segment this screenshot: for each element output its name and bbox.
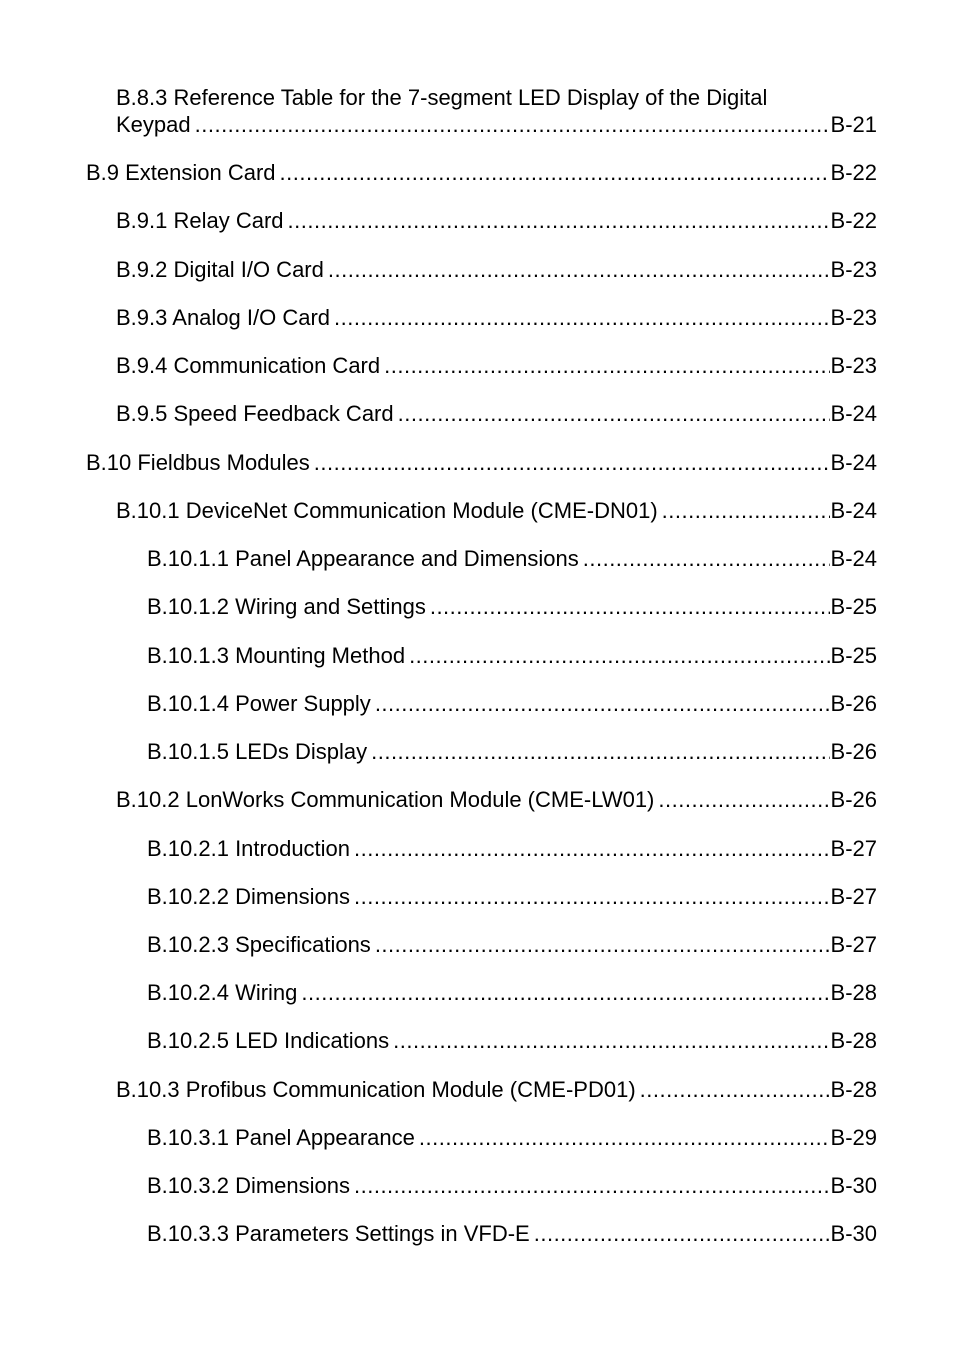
toc-entry-page: B-27 (830, 884, 877, 909)
toc-entry-page: B-25 (830, 594, 877, 619)
toc-entry-b-9-3[interactable] (116, 304, 877, 331)
dot-leader (354, 835, 829, 862)
toc-entry-b-9-4[interactable] (116, 352, 877, 379)
toc-entry-b-9-1[interactable] (116, 207, 877, 234)
toc-entry-page: B-27 (830, 836, 877, 861)
dot-leader (195, 111, 830, 138)
toc-entry-page: B-27 (830, 932, 877, 957)
toc-entry-b-10-3-1[interactable] (147, 1124, 877, 1151)
toc-entry-title: B.10.1.3 Mounting Method (147, 643, 406, 668)
toc-entry-b-9[interactable] (86, 159, 877, 186)
toc-entry-page: B-30 (830, 1221, 877, 1246)
toc-entry-b-10-2-1[interactable] (147, 835, 877, 862)
toc-entry-b-9-2[interactable] (116, 256, 877, 283)
toc-entry-title: B.10 Fieldbus Modules (86, 450, 310, 475)
toc-entry-page: B-26 (830, 691, 877, 716)
toc-entry-b-10-1-2[interactable] (147, 593, 877, 620)
toc-entry-b-10-1-5[interactable] (147, 738, 877, 765)
toc-entry-title: B.10.1.1 Panel Appearance and Dimensions (147, 546, 579, 571)
dot-leader (354, 883, 830, 910)
toc-entry-title: B.10.2.3 Specifications (147, 932, 371, 957)
toc-entry-page: B-23 (830, 353, 877, 378)
toc-entry-title: B.9.4 Communication Card (116, 353, 381, 378)
toc-entry-b-8-3[interactable] (116, 84, 877, 138)
dot-leader (328, 256, 830, 283)
dot-leader (354, 1172, 830, 1199)
dot-leader (430, 593, 830, 620)
toc-entry-page: B-24 (830, 450, 877, 475)
dot-leader (658, 786, 829, 813)
toc-entry-b-10-1-3[interactable] (147, 642, 877, 669)
toc-entry-page: B-30 (830, 1173, 877, 1198)
toc-entry-title: B.10.1.4 Power Supply (147, 691, 371, 716)
toc-entry-title-line: B.8.3 Reference Table for the 7-segment LED Display of the Digital (116, 85, 768, 110)
dot-leader (583, 545, 830, 572)
toc-entry-b-10-1[interactable] (116, 497, 877, 524)
dot-leader (375, 931, 830, 958)
toc-entry-title: B.9.1 Relay Card (116, 208, 284, 233)
toc-entry-page: B-25 (830, 643, 877, 668)
toc-entry-page: B-23 (830, 257, 877, 282)
dot-leader (419, 1124, 830, 1151)
toc-entry-title: B.9.5 Speed Feedback Card (116, 401, 394, 426)
toc-entry-b-9-5[interactable] (116, 400, 877, 427)
dot-leader (375, 690, 830, 717)
toc-entry-page: B-24 (830, 498, 877, 523)
toc-entry-b-10-3-2[interactable] (147, 1172, 877, 1199)
dot-leader (534, 1220, 830, 1247)
dot-leader (301, 979, 829, 1006)
dot-leader (334, 304, 829, 331)
dot-leader (662, 497, 830, 524)
toc-entry-b-10-2-5[interactable] (147, 1027, 877, 1054)
toc-entry-b-10-2-2[interactable] (147, 883, 877, 910)
toc-entry-page: B-22 (830, 160, 877, 185)
toc-entry-b-10-1-4[interactable] (147, 690, 877, 717)
toc-entry-title: B.10.1.5 LEDs Display (147, 739, 368, 764)
toc-entry-page: B-22 (830, 208, 877, 233)
toc-entry-page: B-24 (830, 546, 877, 571)
toc-entry-title: B.10.2.5 LED Indications (147, 1028, 390, 1053)
toc-entry-b-10[interactable] (86, 449, 877, 476)
toc-entry-b-10-1-1[interactable] (147, 545, 877, 572)
toc-entry-title: B.10.3.1 Panel Appearance (147, 1125, 415, 1150)
dot-leader (314, 449, 830, 476)
toc-entry-title: B.10.2.2 Dimensions (147, 884, 350, 909)
toc-entry-b-10-2-3[interactable] (147, 931, 877, 958)
toc-entry-page: B-26 (830, 787, 877, 812)
toc-entry-page: B-23 (830, 305, 877, 330)
toc-entry-title: B.10.1 DeviceNet Communication Module (CME-DN01) (116, 498, 658, 523)
dot-leader (280, 159, 830, 186)
toc-entry-title: B.10.1.2 Wiring and Settings (147, 594, 426, 619)
toc-entry-page: B-29 (830, 1125, 877, 1150)
toc-entry-title: B.10.3.2 Dimensions (147, 1173, 350, 1198)
dot-leader (371, 738, 829, 765)
dot-leader (384, 352, 829, 379)
toc-entry-title: B.10.2.4 Wiring (147, 980, 298, 1005)
toc-entry-title: B.9.3 Analog I/O Card (116, 305, 331, 330)
toc-entry-title: B.10.3.3 Parameters Settings in VFD-E (147, 1221, 530, 1246)
toc-entry-b-10-2[interactable] (116, 786, 877, 813)
dot-leader (288, 207, 830, 234)
toc-entry-title: B.9 Extension Card (86, 160, 276, 185)
toc-entry-page: B-28 (830, 1077, 877, 1102)
toc-entry-page: B-28 (830, 980, 877, 1005)
toc-entry-title: Keypad (116, 112, 191, 137)
toc-entry-page: B-28 (830, 1028, 877, 1053)
toc-entry-page: B-21 (830, 112, 877, 137)
dot-leader (398, 400, 830, 427)
toc-entry-title: B.9.2 Digital I/O Card (116, 257, 324, 282)
toc-entry-b-10-2-4[interactable] (147, 979, 877, 1006)
toc-entry-page: B-26 (830, 739, 877, 764)
toc-entry-title: B.10.3 Profibus Communication Module (CME-PD01) (116, 1077, 636, 1102)
toc-entry-page: B-24 (830, 401, 877, 426)
toc-entry-b-10-3-3[interactable] (147, 1220, 877, 1247)
toc-entry-title: B.10.2.1 Introduction (147, 836, 351, 861)
toc-entry-title: B.10.2 LonWorks Communication Module (CME-LW01) (116, 787, 655, 812)
toc-entry-b-10-3[interactable] (116, 1076, 877, 1103)
dot-leader (393, 1027, 829, 1054)
dot-leader (409, 642, 829, 669)
dot-leader (640, 1076, 830, 1103)
